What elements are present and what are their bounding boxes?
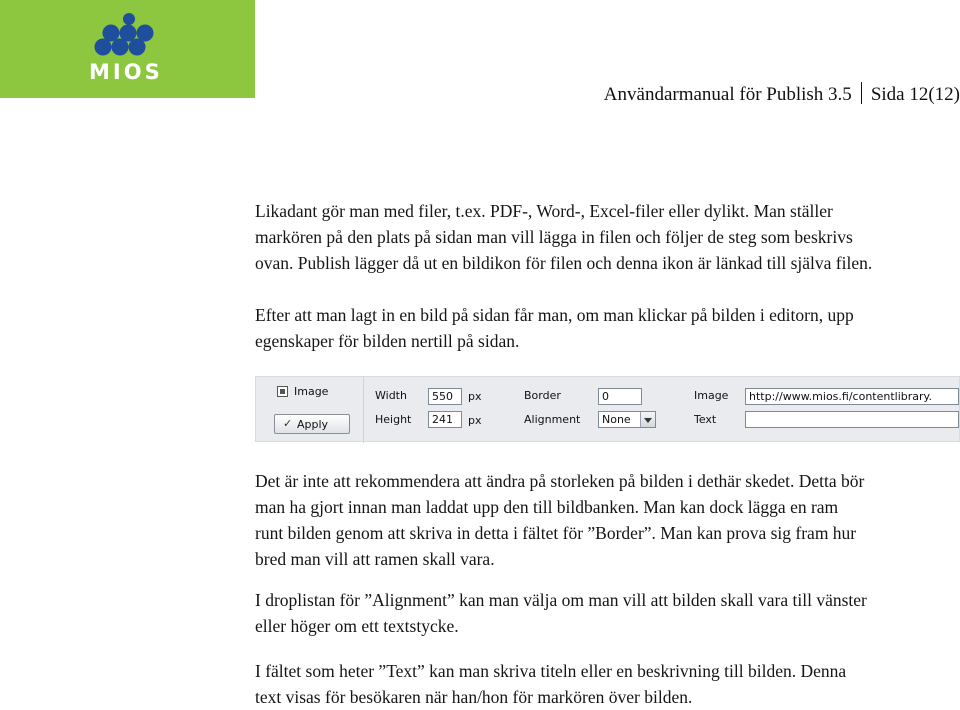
header-divider	[861, 82, 862, 104]
text-label: Text	[694, 413, 717, 426]
text-input[interactable]	[745, 411, 959, 428]
mios-logo	[0, 0, 255, 98]
page-number: Sida 12(12)	[870, 84, 960, 105]
image-checkbox[interactable]	[277, 386, 288, 397]
height-input[interactable]: 241	[428, 411, 462, 428]
paragraph-alignment	[255, 587, 960, 639]
width-input[interactable]: 550	[428, 388, 462, 405]
page-header	[604, 82, 960, 106]
width-label: Width	[375, 389, 407, 402]
text-line: ovan. Publish lägger då ut en bildikon för filen och denna ikon är länkad till själva filen.	[255, 253, 873, 273]
chevron-down-icon[interactable]	[640, 412, 655, 427]
paragraph-text-field	[255, 658, 960, 710]
alignment-value: None	[602, 413, 631, 426]
text-line: I droplistan för ”Alignment” kan man välja om man vill att bilden skall vara till vänster	[255, 590, 867, 610]
border-input[interactable]: 0	[598, 388, 642, 405]
height-label: Height	[375, 413, 412, 426]
apply-button[interactable]	[274, 414, 350, 434]
image-checkbox-label: Image	[294, 385, 329, 398]
width-unit: px	[468, 390, 482, 403]
text-line: Det är inte att rekommendera att ändra på storleken på bilden i dethär skedet. Detta bör	[255, 471, 865, 491]
document-title: Användarmanual för Publish 3.5	[603, 84, 852, 105]
text-line: eller höger om ett textstycke.	[255, 616, 459, 636]
paragraph-files	[255, 198, 960, 276]
image-url-label: Image	[694, 389, 729, 402]
logo-text: MIOS	[89, 60, 163, 84]
panel-divider	[363, 377, 364, 443]
text-line: I fältet som heter ”Text” kan man skriva titeln eller en beskrivning till bilden. Denna	[255, 661, 847, 681]
text-line: Likadant gör man med filer, t.ex. PDF-, Word-, Excel-filer eller dylikt. Man ställer	[255, 201, 833, 221]
border-label: Border	[524, 389, 561, 402]
image-url-input[interactable]: http://www.mios.fi/contentlibrary.	[745, 388, 959, 405]
alignment-label: Alignment	[524, 413, 581, 426]
paragraph-image-properties	[255, 302, 960, 354]
height-unit: px	[468, 414, 482, 427]
text-line: markören på den plats på sidan man vill lägga in filen och följer de steg som beskrivs	[255, 227, 853, 247]
text-line: text visas för besökaren när han/hon för markören över bilden.	[255, 687, 693, 707]
paragraph-resize-border	[255, 468, 960, 572]
text-line: Efter att man lagt in en bild på sidan får man, om man klickar på bilden i editorn, upp	[255, 305, 854, 325]
text-line: bred man vill att ramen skall vara.	[255, 549, 495, 569]
text-line: egenskaper för bilden nertill på sidan.	[255, 331, 520, 351]
checkmark-icon: ✓	[283, 417, 293, 430]
apply-button-label: Apply	[297, 418, 329, 431]
text-line: runt bilden genom att skriva in detta i fältet för ”Border”. Man kan prova sig fram hur	[255, 523, 857, 543]
text-line: man ha gjort innan man laddat upp den till bildbanken. Man kan dock lägga en ram	[255, 497, 839, 517]
alignment-select[interactable]	[598, 411, 656, 428]
image-properties-panel	[255, 376, 960, 442]
